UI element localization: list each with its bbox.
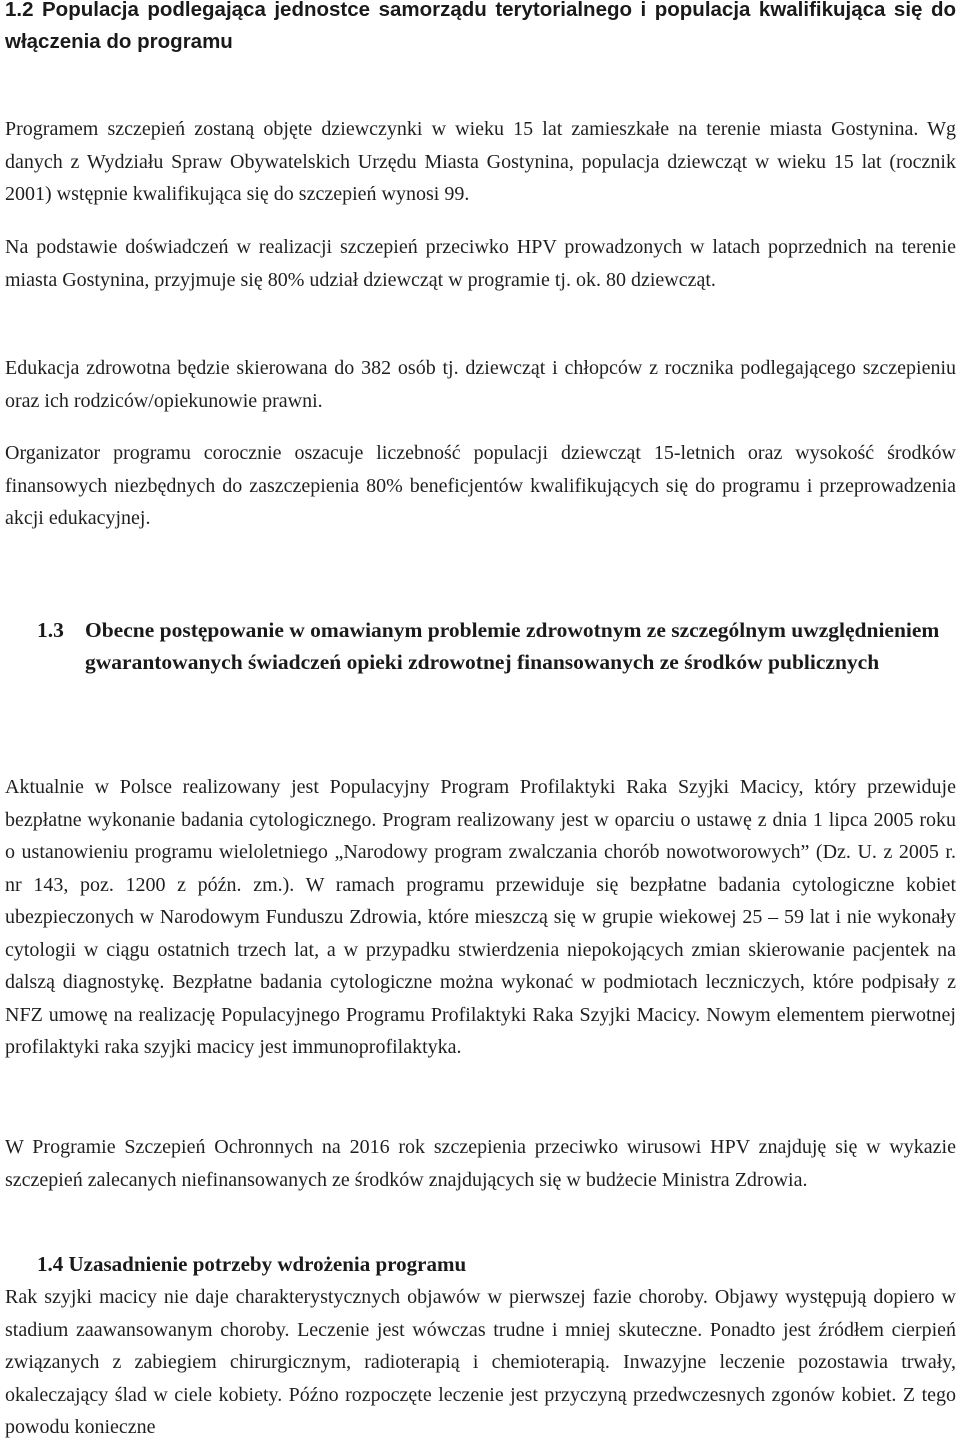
section-1-3-heading [5, 614, 956, 678]
section-1-3-paragraph-2: W Programie Szczepień Ochronnych na 2016 rok szczepienia przeciwko wirusowi HPV znajduję się w wykazie szczepień zalecanych niefinansowanych ze środków znajdujących się w budżecie Ministra Zdrowia. [5, 1136, 956, 1191]
section-1-2-paragraph-3: Edukacja zdrowotna będzie skierowana do 382 osób tj. dziewcząt i chłopców z rocznika podlegającego szczepieniu oraz ich rodziców/opiekunowie prawni. [5, 357, 956, 412]
section-1-3-title: Obecne postępowanie w omawianym problemie zdrowotnym ze szczególnym uwzględnieniem gwarantowanych świadczeń opieki zdrowotnej finansowanych ze środków publicznych [85, 618, 940, 674]
section-1-4-paragraph-1: Rak szyjki macicy nie daje charakterystycznych objawów w pierwszej fazie choroby. Objawy występują dopiero w stadium zaawansowanym choroby. Leczenie jest wówczas trudne i mniej skuteczne. Ponadto jest źródłem cierpień związanych z zabiegiem chirurgicznym, radioterapią i chemioterapią. Inwazyjne leczenie pozostawia trwały, okaleczający ślad w ciele kobiety. Późno rozpoczęte leczenie jest przyczyną przedwczesnych zgonów kobiet. Z tego powodu konieczne [5, 1286, 956, 1438]
section-1-2-paragraph-2: Na podstawie doświadczeń w realizacji szczepień przeciwko HPV prowadzonych w latach poprzednich na terenie miasta Gostynina, przyjmuje się 80% udział dziewcząt w programie tj. ok. 80 dziewcząt. [5, 236, 956, 291]
section-1-2-heading: 1.2 Populacja podlegająca jednostce samorządu terytorialnego i populacja kwalifikująca się do włączenia do programu [5, 0, 956, 53]
section-1-4-heading: 1.4 Uzasadnienie potrzeby wdrożenia programu [37, 1252, 467, 1276]
section-1-2-paragraph-1: Programem szczepień zostaną objęte dziewczynki w wieku 15 lat zamieszkałe na terenie miasta Gostynina. Wg danych z Wydziału Spraw Obywatelskich Urzędu Miasta Gostynina, populacja dziewcząt w wieku 15 lat (rocznik 2001) wstępnie kwalifikująca się do szczepień wynosi 99. [5, 118, 956, 205]
section-1-3-paragraph-1: Aktualnie w Polsce realizowany jest Populacyjny Program Profilaktyki Raka Szyjki Macicy, który przewiduje bezpłatne wykonanie badania cytologicznego. Program realizowany jest w oparciu o ustawę z dnia 1 lipca 2005 roku o ustanowieniu programu wieloletniego „Narodowy program zwalczania chorób nowotworowych” (Dz. U. z 2005 r. nr 143, poz. 1200 z późn. zm.). W ramach programu przewiduje się bezpłatne badania cytologiczne kobiet ubezpieczonych w Narodowym Funduszu Zdrowia, które mieszczą się w grupie wiekowej 25 – 59 lat i nie wykonały cytologii w ciągu ostatnich trzech lat, a w przypadku stwierdzenia niepokojących zmian skierowanie pacjentek na dalszą diagnostykę. Bezpłatne badania cytologiczne można wykonać w podmiotach leczniczych, które podpisały z NFZ umowę na realizację Populacyjnego Programu Profilaktyki Raka Szyjki Macicy. Nowym elementem pierwotnej profilaktyki raka szyjki macicy jest immunoprofilaktyka. [5, 776, 956, 1058]
section-1-3-number: 1.3 [37, 618, 64, 642]
section-1-2-paragraph-4: Organizator programu corocznie oszacuje liczebność populacji dziewcząt 15-letnich oraz wysokość środków finansowych niezbędnych do zaszczepienia 80% beneficjentów kwalifikujących się do programu i przeprowadzenia akcji edukacyjnej. [5, 442, 956, 529]
